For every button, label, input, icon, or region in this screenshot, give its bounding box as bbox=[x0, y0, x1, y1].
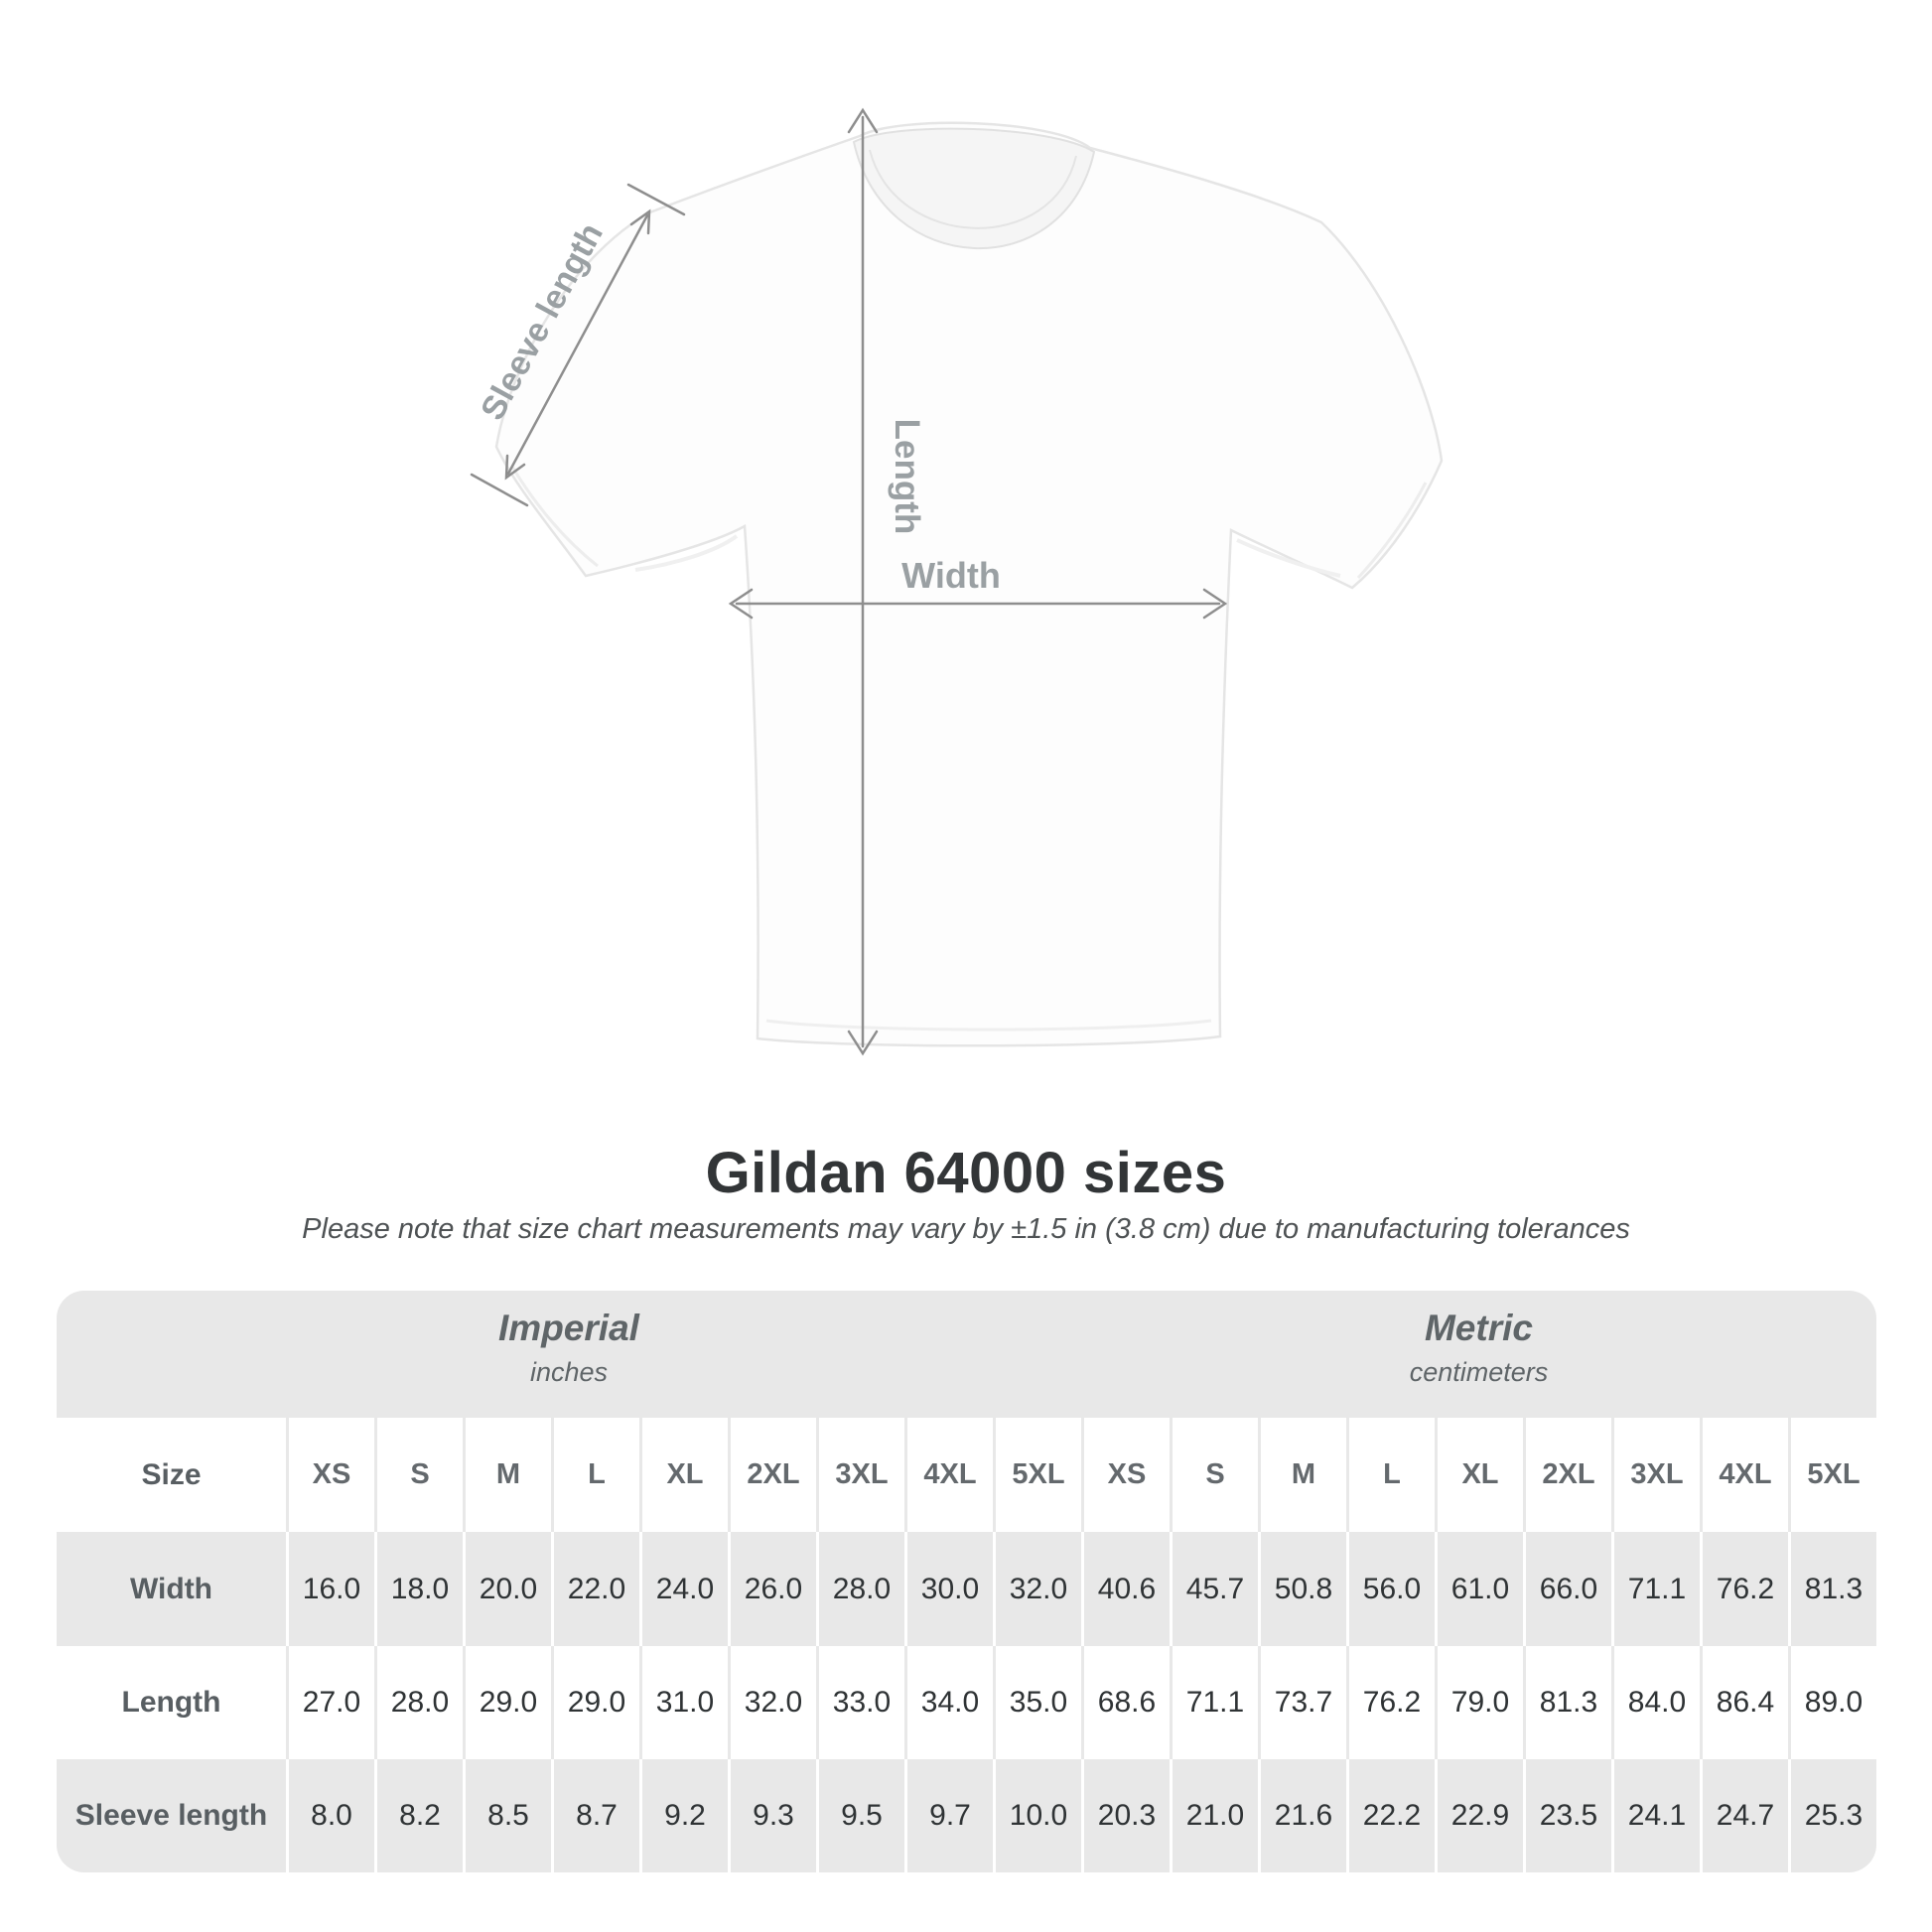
table-cell: 73.7 bbox=[1258, 1646, 1346, 1759]
table-cell: 35.0 bbox=[993, 1646, 1081, 1759]
tolerance-note: Please note that size chart measurements may vary by ±1.5 in (3.8 cm) due to manufacturing tolerances bbox=[302, 1213, 1630, 1245]
length-label: Length bbox=[888, 418, 926, 535]
table-cell: 9.5 bbox=[816, 1759, 904, 1872]
table-cell: 2XL bbox=[728, 1418, 816, 1532]
size-table bbox=[57, 1291, 1876, 1872]
table-cell: 86.4 bbox=[1700, 1646, 1788, 1759]
table-cell: S bbox=[1170, 1418, 1258, 1532]
table-cell: 56.0 bbox=[1346, 1532, 1435, 1646]
size-grid bbox=[57, 1418, 1876, 1872]
table-cell: 66.0 bbox=[1523, 1532, 1611, 1646]
table-cell: 20.3 bbox=[1081, 1759, 1170, 1872]
table-cell: 33.0 bbox=[816, 1646, 904, 1759]
table-cell: 30.0 bbox=[904, 1532, 993, 1646]
table-cell: 21.0 bbox=[1170, 1759, 1258, 1872]
table-cell: 81.3 bbox=[1523, 1646, 1611, 1759]
imperial-title: Imperial bbox=[498, 1308, 639, 1348]
table-cell: 3XL bbox=[1611, 1418, 1700, 1532]
table-cell: 9.2 bbox=[639, 1759, 728, 1872]
table-cell: 8.0 bbox=[286, 1759, 374, 1872]
table-cell: L bbox=[551, 1418, 639, 1532]
table-cell: 8.2 bbox=[374, 1759, 463, 1872]
sleeve-length-label: Sleeve length bbox=[474, 216, 611, 427]
table-cell: 28.0 bbox=[816, 1532, 904, 1646]
imperial-unit: inches bbox=[529, 1357, 608, 1387]
imperial-unit-group bbox=[57, 1291, 1081, 1418]
table-cell: 22.2 bbox=[1346, 1759, 1435, 1872]
table-cell: 5XL bbox=[1788, 1418, 1876, 1532]
table-cell: 9.7 bbox=[904, 1759, 993, 1872]
table-cell: 76.2 bbox=[1346, 1646, 1435, 1759]
table-cell: 16.0 bbox=[286, 1532, 374, 1646]
table-cell: 45.7 bbox=[1170, 1532, 1258, 1646]
table-cell: XS bbox=[286, 1418, 374, 1532]
table-cell: 81.3 bbox=[1788, 1532, 1876, 1646]
table-cell: 61.0 bbox=[1435, 1532, 1523, 1646]
table-cell: 24.7 bbox=[1700, 1759, 1788, 1872]
table-cell: 32.0 bbox=[728, 1646, 816, 1759]
row-label-cell: Width bbox=[57, 1532, 286, 1646]
table-cell: 8.7 bbox=[551, 1759, 639, 1872]
table-cell: 71.1 bbox=[1170, 1646, 1258, 1759]
row-label-cell: Length bbox=[121, 1686, 221, 1719]
table-cell: XL bbox=[639, 1418, 728, 1532]
unit-header-band bbox=[57, 1291, 1876, 1418]
metric-title: Metric bbox=[1424, 1308, 1533, 1348]
table-cell: 20.0 bbox=[463, 1532, 551, 1646]
table-cell: 84.0 bbox=[1611, 1646, 1700, 1759]
table-cell: XS bbox=[1081, 1418, 1170, 1532]
table-cell: 31.0 bbox=[639, 1646, 728, 1759]
width-label: Width bbox=[901, 555, 1001, 596]
table-cell: 89.0 bbox=[1788, 1646, 1876, 1759]
page-title: Gildan 64000 sizes bbox=[705, 1141, 1227, 1205]
table-cell: 28.0 bbox=[374, 1646, 463, 1759]
table-cell: 22.9 bbox=[1435, 1759, 1523, 1872]
table-cell: 22.0 bbox=[551, 1532, 639, 1646]
table-cell: 2XL bbox=[1523, 1418, 1611, 1532]
table-row bbox=[57, 1646, 1876, 1759]
table-cell: M bbox=[1258, 1418, 1346, 1532]
table-cell: XL bbox=[1435, 1418, 1523, 1532]
table-cell: 24.0 bbox=[639, 1532, 728, 1646]
metric-unit: centimeters bbox=[1409, 1357, 1549, 1387]
table-cell: 25.3 bbox=[1788, 1759, 1876, 1872]
table-cell: 9.3 bbox=[728, 1759, 816, 1872]
table-row bbox=[57, 1418, 1876, 1532]
table-cell: 27.0 bbox=[286, 1646, 374, 1759]
table-cell: 10.0 bbox=[993, 1759, 1081, 1872]
table-cell: M bbox=[463, 1418, 551, 1532]
table-cell: 34.0 bbox=[904, 1646, 993, 1759]
table-cell: 29.0 bbox=[551, 1646, 639, 1759]
table-cell: 21.6 bbox=[1258, 1759, 1346, 1872]
table-cell: 23.5 bbox=[1523, 1759, 1611, 1872]
table-cell: 18.0 bbox=[374, 1532, 463, 1646]
table-cell: 50.8 bbox=[1258, 1532, 1346, 1646]
table-cell: 4XL bbox=[1700, 1418, 1788, 1532]
table-cell: 76.2 bbox=[1700, 1532, 1788, 1646]
table-cell: 8.5 bbox=[463, 1759, 551, 1872]
table-cell: 71.1 bbox=[1611, 1532, 1700, 1646]
table-cell: 40.6 bbox=[1081, 1532, 1170, 1646]
table-cell: 26.0 bbox=[728, 1532, 816, 1646]
row-label-cell: Sleeve length bbox=[57, 1759, 286, 1872]
table-cell: 68.6 bbox=[1081, 1646, 1170, 1759]
size-header-cell: Size bbox=[141, 1457, 202, 1491]
table-cell: 32.0 bbox=[993, 1532, 1081, 1646]
table-cell: 3XL bbox=[816, 1418, 904, 1532]
table-row bbox=[57, 1532, 1876, 1646]
metric-unit-group bbox=[1081, 1291, 1876, 1418]
table-cell: 4XL bbox=[904, 1418, 993, 1532]
table-row bbox=[57, 1759, 1876, 1872]
table-cell: 29.0 bbox=[463, 1646, 551, 1759]
table-cell: 24.1 bbox=[1611, 1759, 1700, 1872]
table-cell: S bbox=[374, 1418, 463, 1532]
table-cell: 5XL bbox=[993, 1418, 1081, 1532]
table-cell: 79.0 bbox=[1435, 1646, 1523, 1759]
table-cell: L bbox=[1346, 1418, 1435, 1532]
